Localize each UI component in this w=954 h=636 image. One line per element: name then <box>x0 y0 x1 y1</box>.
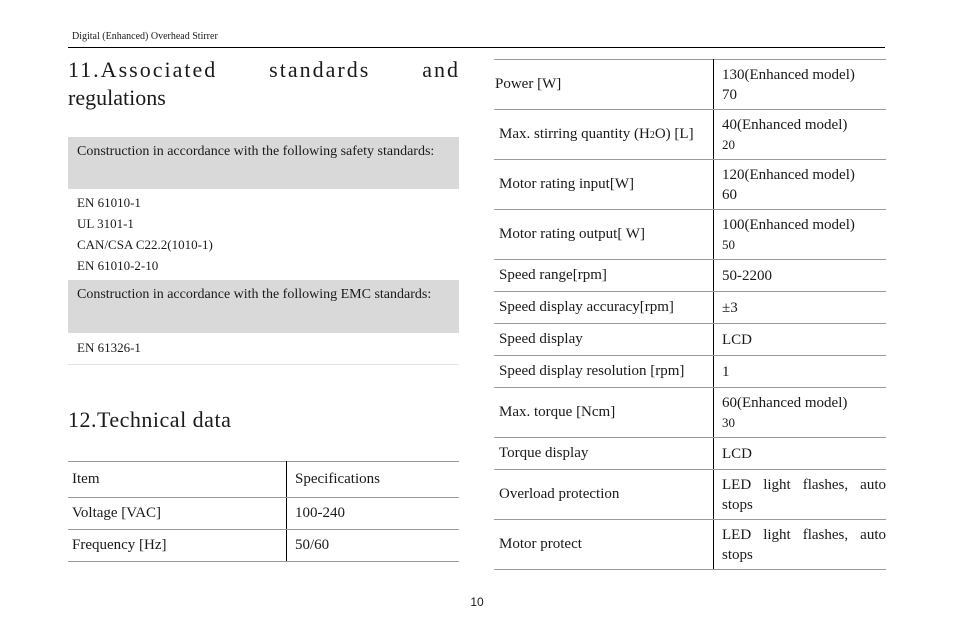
heading-word: and <box>422 57 460 82</box>
table-cell-item: Torque display <box>494 438 714 470</box>
header-rule <box>68 47 885 48</box>
table-cell-item: Item <box>68 462 287 498</box>
emc-standards-list <box>77 337 141 358</box>
table-cell-spec: 100-240 <box>287 498 460 530</box>
table-row <box>494 470 886 520</box>
standard-item: UL 3101-1 <box>77 216 134 231</box>
section-11-heading-line1 <box>68 56 460 84</box>
table-row <box>68 498 459 530</box>
table-row <box>68 462 459 498</box>
spec-line: 30 <box>722 414 735 430</box>
spec-line: 70 <box>722 86 737 103</box>
spec-line: 40(Enhanced model) <box>722 116 848 133</box>
page-number: 10 <box>470 595 484 609</box>
table-cell-item: Speed display <box>494 324 714 356</box>
heading-word: standards <box>269 57 371 82</box>
table-cell-spec: 50-2200 <box>714 260 887 292</box>
table-cell-spec <box>714 210 887 260</box>
item-text: O) [L] <box>654 126 694 142</box>
table-row <box>494 160 886 210</box>
section-divider <box>68 364 459 365</box>
table-cell-spec: LED light flashes, auto stops <box>714 520 887 570</box>
section-11-heading <box>68 56 460 112</box>
section-12-heading: 12.Technical data <box>68 407 232 432</box>
table-cell-spec: 1 <box>714 356 887 388</box>
heading-word: 11.Associated <box>68 57 218 82</box>
table-cell-item: Frequency [Hz] <box>68 530 287 562</box>
technical-data-table-right <box>494 59 886 570</box>
standard-item: CAN/CSA C22.2(1010-1) <box>77 237 213 252</box>
table-row <box>494 356 886 388</box>
table-cell-spec: LED light flashes, auto stops <box>714 470 887 520</box>
table-cell-item: Speed display resolution [rpm] <box>494 356 714 388</box>
table-cell-spec: LCD <box>714 438 887 470</box>
table-row <box>494 292 886 324</box>
table-cell-item: Motor protect <box>494 520 714 570</box>
standard-item: EN 61326-1 <box>77 340 141 355</box>
standard-item: EN 61010-1 <box>77 195 141 210</box>
table-cell-spec: LCD <box>714 324 887 356</box>
table-cell-spec: Specifications <box>287 462 460 498</box>
table-cell-spec: ±3 <box>714 292 887 324</box>
table-cell-spec: 50/60 <box>287 530 460 562</box>
table-cell-item: Voltage [VAC] <box>68 498 287 530</box>
item-text: Max. stirring quantity (H <box>499 126 650 142</box>
table-cell-spec <box>714 388 887 438</box>
table-cell-spec <box>714 160 887 210</box>
table-cell-item: Overload protection <box>494 470 714 520</box>
table-row <box>494 520 886 570</box>
item-subscript: 2 <box>649 130 655 141</box>
emc-standards-box: Construction in accordance with the following EMC standards: <box>68 280 459 333</box>
safety-standards-list <box>77 192 213 276</box>
table-row <box>494 110 886 160</box>
spec-line: 50 <box>722 236 735 252</box>
section-11-heading-line2: regulations <box>68 85 166 110</box>
table-row <box>494 60 886 110</box>
spec-line: 20 <box>722 136 735 152</box>
table-cell-item: Speed display accuracy[rpm] <box>494 292 714 324</box>
table-row <box>494 210 886 260</box>
document-header: Digital (Enhanced) Overhead Stirrer <box>72 31 218 42</box>
table-row <box>494 388 886 438</box>
safety-standards-box: Construction in accordance with the following safety standards: <box>68 137 459 189</box>
table-cell-item: Power [W] <box>494 60 714 110</box>
table-cell-item: Speed range[rpm] <box>494 260 714 292</box>
table-row <box>494 324 886 356</box>
table-row <box>494 260 886 292</box>
table-row <box>68 530 459 562</box>
spec-line: 120(Enhanced model) <box>722 166 855 183</box>
table-row <box>494 438 886 470</box>
table-cell-item: Motor rating output[ W] <box>494 210 714 260</box>
spec-line: 130(Enhanced model) <box>722 66 855 83</box>
spec-line: 100(Enhanced model) <box>722 216 855 233</box>
table-cell-item: Motor rating input[W] <box>494 160 714 210</box>
table-cell-spec <box>714 110 887 160</box>
table-cell-item <box>494 110 714 160</box>
technical-data-table-left <box>68 461 459 562</box>
table-cell-item: Max. torque [Ncm] <box>494 388 714 438</box>
standard-item: EN 61010-2-10 <box>77 258 159 273</box>
table-cell-spec <box>714 60 887 110</box>
spec-line: 60 <box>722 186 737 203</box>
spec-line: 60(Enhanced model) <box>722 394 848 411</box>
